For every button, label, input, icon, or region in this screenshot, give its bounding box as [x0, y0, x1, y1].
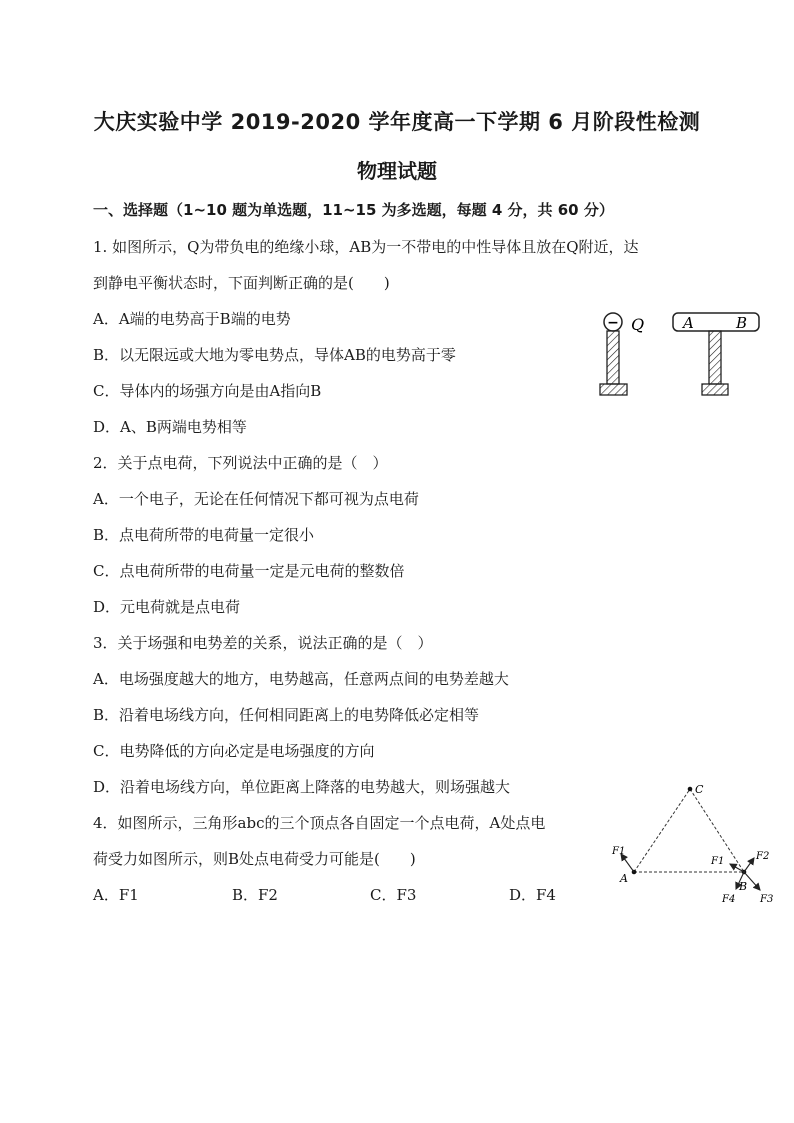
ball-sign-label: − [607, 315, 619, 331]
vertex-a-label: A [620, 872, 628, 885]
question-1-option-c: C．导体内的场强方向是由A指向B [93, 382, 322, 400]
vertex-c-charge [688, 787, 693, 792]
force-3-label: F3 [760, 894, 774, 905]
ball-q-label: Q [631, 315, 645, 334]
conductor-label-a: A [683, 314, 694, 332]
question-3-line-1: 3．关于场强和电势差的关系，说法正确的是（ ） [93, 634, 433, 652]
question-4-option-a: A．F1 [93, 886, 139, 904]
question-2-option-a: A．一个电子，无论在任何情况下都可视为点电荷 [93, 490, 419, 508]
left-stand-base [600, 384, 627, 395]
question-2-option-d: D．元电荷就是点电荷 [93, 598, 241, 616]
page-subtitle: 物理试题 [357, 159, 437, 183]
force-arrow-2 [744, 858, 754, 872]
question-4-option-c: C．F3 [370, 886, 417, 904]
question-4-option-b: B．F2 [232, 886, 278, 904]
question-1-line-2: 到静电平衡状态时，下面判断正确的是( ) [93, 274, 390, 292]
question-3-option-a: A．电场强度越大的地方，电势越高，任意两点间的电势差越大 [93, 670, 509, 688]
question-4-option-d: D．F4 [509, 886, 556, 904]
question-3-option-d: D．沿着电场线方向，单位距离上降落的电势越大，则场强越大 [93, 778, 511, 796]
force-4-label: F4 [722, 894, 736, 905]
question-4-line-1: 4．如图所示，三角形abc的三个顶点各自固定一个点电荷，A处点电 [93, 814, 546, 832]
right-stand-pole [709, 331, 721, 384]
question-1-line-1: 1. 如图所示，Q为带负电的绝缘小球，AB为一不带电的中性导体且放在Q附近，达 [93, 238, 639, 256]
vertex-c-label: C [695, 783, 704, 796]
right-stand-base [702, 384, 728, 395]
question-1-option-a: A．A端的电势高于B端的电势 [93, 310, 291, 328]
question-2-option-c: C．点电荷所带的电荷量一定是元电荷的整数倍 [93, 562, 405, 580]
force-arrow-1 [730, 864, 744, 872]
force-2-label: F2 [756, 851, 770, 862]
section-heading: 一、选择题（1~10 题为单选题，11~15 为多选题，每题 4 分，共 60 分） [93, 201, 614, 219]
conductor-label-b: B [736, 314, 748, 332]
question-2-option-b: B．点电荷所带的电荷量一定很小 [93, 526, 315, 544]
question-4-line-2: 荷受力如图所示，则B处点电荷受力可能是( ) [93, 850, 416, 868]
page-title: 大庆实验中学 2019-2020 学年度高一下学期 6 月阶段性检测 [93, 110, 701, 134]
figure-triangle-diagram [608, 780, 786, 910]
question-3-option-b: B．沿着电场线方向，任何相同距离上的电势降低必定相等 [93, 706, 480, 724]
triangle-side-ac [634, 789, 690, 872]
left-stand-pole [607, 331, 619, 384]
question-1-option-b: B．以无限远或大地为零电势点，导体AB的电势高于零 [93, 346, 456, 364]
figure-conductor-diagram [595, 308, 770, 400]
vertex-b-label: B [739, 880, 748, 893]
question-1-option-d: D．A、B两端电势相等 [93, 418, 247, 436]
force-a-label: F1 [612, 846, 626, 857]
question-3-option-c: C．电势降低的方向必定是电场强度的方向 [93, 742, 375, 760]
question-2-line-1: 2．关于点电荷，下列说法中正确的是（ ） [93, 454, 388, 472]
force-1-label: F1 [711, 856, 725, 867]
